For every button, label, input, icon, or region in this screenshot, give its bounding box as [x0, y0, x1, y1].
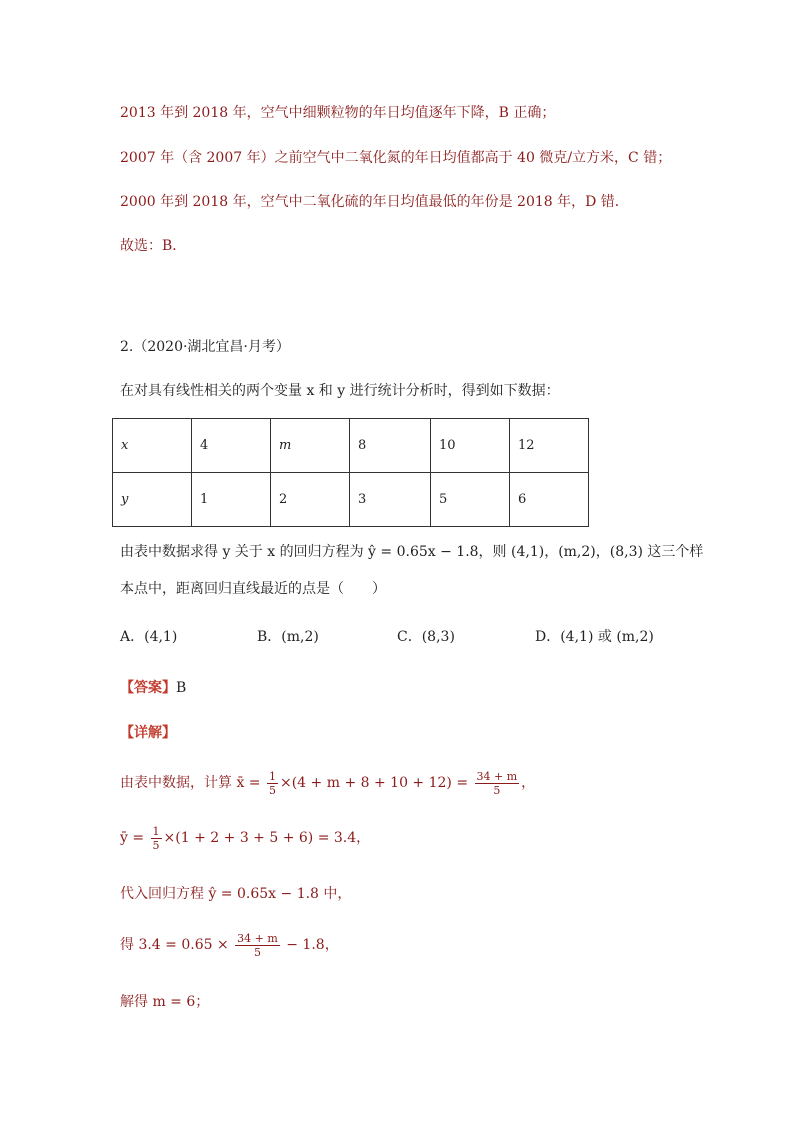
solution-line-1: 2013 年到 2018 年，空气中细颗粒物的年日均值逐年下降，B 正确；: [120, 105, 556, 121]
question-prompt-line-2: 本点中，距离回归直线最近的点是（ ）: [120, 581, 386, 597]
option-d: D．(4,1) 或 (m,2): [535, 629, 654, 645]
table-row: [113, 419, 589, 473]
answer-label: 【答案】: [120, 680, 176, 696]
option-a: A．(4,1): [120, 629, 178, 645]
step1-mid: ×(4 + m + 8 + 10 + 12) =: [279, 775, 473, 791]
answer-value: B: [176, 680, 187, 696]
step1-suffix: ，: [521, 775, 536, 791]
table-cell: 5: [431, 473, 510, 527]
solution-line-2: 2007 年（含 2007 年）之前空气中二氧化氮的年日均值都高于 40 微克/立方米，C 错；: [120, 150, 672, 166]
fraction: [151, 825, 162, 852]
table-cell: y: [113, 473, 192, 527]
solution-conclusion: 故选：B．: [120, 238, 187, 254]
detail-step-2: [120, 823, 370, 853]
detail-step-4: [120, 930, 339, 960]
fraction-numerator: 1: [152, 824, 160, 838]
table-cell: 12: [510, 419, 589, 473]
question-header: 2.（2020·湖北宜昌·月考）: [120, 339, 290, 355]
table-cell: 8: [350, 419, 431, 473]
fraction-denominator: 5: [268, 783, 276, 797]
table-cell: 4: [192, 419, 271, 473]
data-table: [112, 418, 589, 527]
table-cell: x: [113, 419, 192, 473]
option-c: C．(8,3): [397, 629, 455, 645]
fraction: [267, 770, 278, 797]
answer-line: [120, 678, 186, 698]
fraction: [475, 770, 520, 797]
solution-line-3: 2000 年到 2018 年，空气中二氧化硫的年日均值最低的年份是 2018 年，D 错．: [120, 194, 629, 210]
step2-mid: ×(1 + 2 + 3 + 5 + 6) = 3.4，: [163, 830, 371, 846]
fraction-denominator: 5: [253, 945, 261, 959]
question-stem: 在对具有线性相关的两个变量 x 和 y 进行统计分析时，得到如下数据：: [120, 383, 560, 399]
question-prompt-line-1: 由表中数据求得 y 关于 x 的回归方程为 ŷ = 0.65x − 1.8，则 (4,1)，(m,2)，(8,3) 这三个样: [120, 544, 704, 560]
detail-label: 【详解】: [120, 725, 176, 741]
fraction: [235, 932, 280, 959]
detail-step-3: 代入回归方程 ŷ = 0.65x − 1.8 中，: [120, 886, 352, 902]
fraction-numerator: 1: [268, 769, 276, 783]
step1-prefix: 由表中数据，计算 x̄ =: [120, 775, 265, 791]
table-cell: 1: [192, 473, 271, 527]
fraction-numerator: 34 + m: [476, 769, 518, 783]
step2-prefix: ȳ =: [120, 830, 149, 846]
step4-suffix: − 1.8，: [281, 937, 339, 953]
fraction-numerator: 34 + m: [237, 931, 278, 945]
table-cell: 2: [271, 473, 350, 527]
step4-prefix: 得 3.4 = 0.65 ×: [120, 937, 234, 953]
table-cell: m: [271, 419, 350, 473]
detail-label-line: [120, 723, 176, 743]
table-cell: 10: [431, 419, 510, 473]
table-cell: 6: [510, 473, 589, 527]
fraction-denominator: 5: [493, 783, 501, 797]
fraction-denominator: 5: [152, 838, 160, 852]
table-row: [113, 473, 589, 527]
detail-step-5: 解得 m = 6；: [120, 994, 210, 1010]
option-b: B．(m,2): [257, 629, 319, 645]
table-cell: 3: [350, 473, 431, 527]
detail-step-1: [120, 768, 535, 798]
